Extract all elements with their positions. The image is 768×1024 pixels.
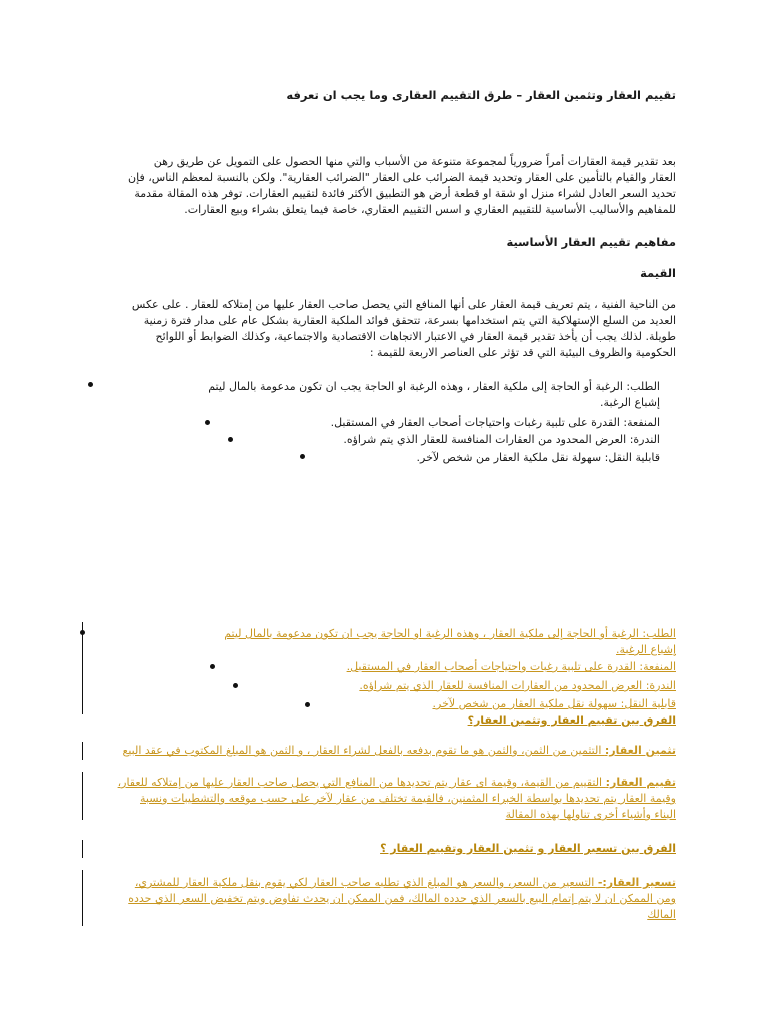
value-line: العديد من السلع الإستهلاكية التي يتم استخدامها بسرعة، تتحقق فوائد الملكية العقارية بشكل عام على مدار فترة زمنية [143, 314, 676, 327]
bullet-transfer: قابلية النقل: سهولة نقل ملكية العقار من شخص لآخر. [416, 451, 660, 464]
value-line: الحكومية والظروف البيئية التي قد تؤثر على العناصر الاربعة للقيمة : [369, 346, 676, 359]
intro-line: العقار والقيام بالتأمين على العقار وتحديد قيمة الضرائب على العقار "الضرائب العقارية". ولكن بالنسبة لمعظم الناس، فإن [128, 171, 676, 184]
value-line: طويلة. لذلك يجب أن يأخذ تقدير قيمة العقار في الاعتبار الاتجاهات الاقتصادية والاجتماعية، وكذلك الضوابط أو اللوائح [155, 330, 676, 343]
appraisal-label: تثمين العقار: [604, 744, 676, 757]
value-line: من الناحية الفنية ، يتم تعريف قيمة العقار على أنها المنافع التي يحصل صاحب العقار عليها من إمتلاكه للعقار . على عكس [131, 298, 676, 311]
bullet-dot [300, 454, 305, 459]
bullet-dot [80, 630, 85, 635]
bullet-demand-cont: إشباع الرغبة. [600, 396, 660, 409]
tracked-scarcity: الندرة: العرض المحدود من العقارات المنافسة للعقار الذي يتم شراؤه. [359, 679, 676, 692]
bullet-dot [305, 702, 310, 707]
valuation-label: تقييم العقار: [605, 776, 676, 789]
pricing-label: تسعير العقار:- [597, 876, 676, 889]
pricing-definition [135, 876, 676, 889]
tracked-transfer: قابلية النقل: سهولة نقل ملكية العقار من شخص لآخر. [432, 697, 676, 710]
change-bar [82, 772, 83, 820]
change-bar [82, 840, 83, 858]
heading-concepts: مفاهيم تقييم العقار الأساسية [506, 235, 676, 249]
change-bar [82, 870, 83, 926]
heading-value: القيمة [640, 266, 676, 280]
article-title: تقييم العقار وتثمين العقار – طرق التقييم العقارى وما يجب ان تعرفه [286, 88, 676, 102]
change-bar [82, 622, 83, 714]
pricing-line: المالك [647, 908, 676, 921]
intro-line: للمفاهيم والأساليب الأساسية للتقييم العقاري و اسس التقييم العقاري، خاصة فيما يتعلق بشراء وبيع العقارات. [184, 203, 676, 216]
change-bar [82, 742, 83, 760]
bullet-dot [210, 664, 215, 669]
valuation-text: التقييم من القيمة، وقيمة اى عقار يتم تحديدها من المنافع التي يحصل صاحب العقار عليها من إمتلاكه للعقار، [117, 776, 606, 789]
bullet-dot [228, 437, 233, 442]
tracked-utility: المنفعة: القدرة على تلبية رغبات واحتياجات أصحاب العقار في المستقبل. [346, 660, 676, 673]
valuation-definition [118, 776, 676, 789]
bullet-scarcity: الندرة: العرض المحدود من العقارات المنافسة للعقار الذي يتم شراؤه. [343, 433, 660, 446]
heading-diff-valuation-appraisal: الفرق بين تقييم العقار وتثمين العقار؟ [467, 714, 676, 727]
bullet-dot [205, 420, 210, 425]
tracked-demand-cont: إشباع الرغبة. [616, 643, 676, 656]
bullet-demand: الطلب: الرغبة أو الحاجة إلى ملكية العقار ، وهذه الرغبة او الحاجة يجب ان تكون مدعومة بالمال ليتم [208, 380, 660, 393]
bullet-dot [88, 382, 93, 387]
intro-line: بعد تقدير قيمة العقارات أمراً ضرورياً لمجموعة متنوعة من الأسباب والتي منها الحصول على التمويل عن طريق رهن [153, 155, 676, 168]
valuation-line: وقيمة العقار يتم تحديدها بواسطة الخبراء المثمنين، فالقيمة تختلف من عقار لآخر على حسب موقعه والتشطيبات ونسبة [140, 792, 676, 805]
appraisal-text: التثمين من الثمن، والثمن هو ما تقوم بدفعه بالفعل لشراء العقار ، و الثمن هو المبلغ المكتوب في عقد البيع [122, 744, 605, 757]
pricing-line: ومن الممكن ان لا يتم إتمام البيع بالسعر الذي حدده المالك، فمن الممكن ان يحدث تفاوض ويتم تخفيض السعر الذي حدده [128, 892, 676, 905]
bullet-utility: المنفعة: القدرة على تلبية رغبات واحتياجات أصحاب العقار في المستقبل. [330, 416, 660, 429]
appraisal-definition [122, 744, 676, 757]
intro-line: تحديد السعر العادل لشراء منزل او شقة او قطعة أرض هو التطبيق الأكثر فائدة لتقييم العقارات. توفر هذه المقالة مقدمة [134, 187, 676, 200]
tracked-demand: الطلب: الرغبة أو الحاجة إلى ملكية العقار ، وهذه الرغبة او الحاجة يجب ان تكون مدعومة بالمال ليتم [224, 627, 676, 640]
bullet-dot [233, 683, 238, 688]
heading-diff-pricing: الفرق بين تسعير العقار و تثمين العقار وتقييم العقار ؟ [380, 842, 676, 855]
valuation-line: البناء وأشياء أخرى تناولها بهذه المقالة [505, 808, 676, 821]
pricing-text: التسعير من السعر، والسعر هو المبلغ الذي تطلبه صاحب العقار لكي يقوم بنقل ملكية العقار للمشتري، [134, 876, 598, 889]
